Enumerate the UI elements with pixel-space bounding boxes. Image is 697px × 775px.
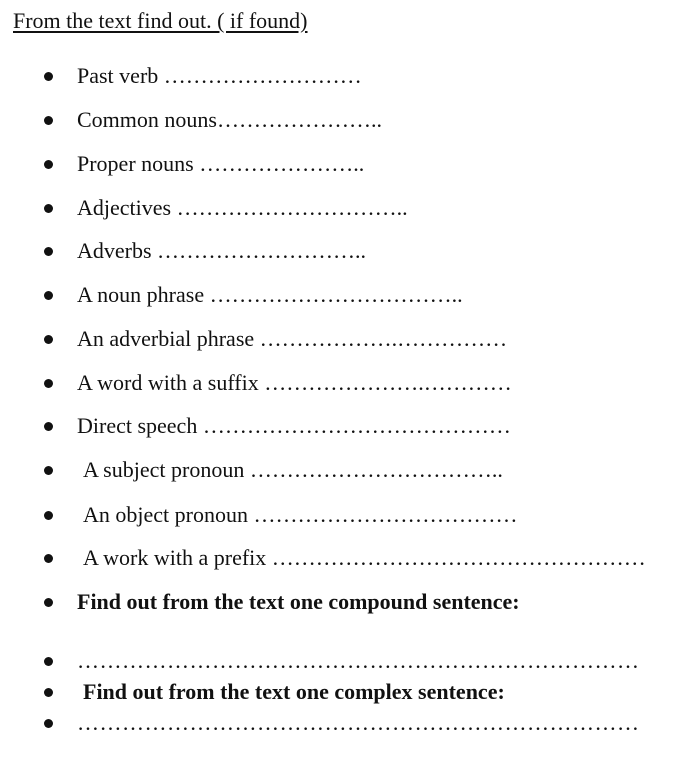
bullet-icon bbox=[44, 116, 53, 125]
list-item-label: An object pronoun ……………………………… bbox=[83, 502, 518, 527]
list-item-label: Direct speech …………………………………… bbox=[77, 413, 511, 438]
bullet-icon bbox=[44, 466, 53, 475]
list-item-label: Adverbs ……………………….. bbox=[77, 238, 367, 263]
answer-line: ………………………………………………………………… bbox=[77, 648, 640, 673]
bullet-icon bbox=[44, 657, 53, 666]
list-item-label: Find out from the text one compound sentence: bbox=[77, 589, 520, 614]
list-item-label: An adverbial phrase ……………….…………… bbox=[77, 326, 508, 351]
list-item-label: Past verb ……………………… bbox=[77, 63, 362, 88]
list-item-label: Common nouns………………….. bbox=[77, 107, 382, 132]
bullet-icon bbox=[44, 422, 53, 431]
bullet-icon bbox=[44, 719, 53, 728]
bullet-icon bbox=[44, 511, 53, 520]
bullet-icon bbox=[44, 554, 53, 563]
list-item-label: Proper nouns ………………….. bbox=[77, 151, 365, 176]
bullet-icon bbox=[44, 335, 53, 344]
bullet-icon bbox=[44, 688, 53, 697]
bullet-icon bbox=[44, 379, 53, 388]
list-item-label: A subject pronoun …………………………….. bbox=[83, 457, 503, 482]
list-item-label: A word with a suffix ………………….………… bbox=[77, 370, 512, 395]
bullet-icon bbox=[44, 598, 53, 607]
list-item-label: Adjectives ………………………….. bbox=[77, 195, 408, 220]
bullet-icon bbox=[44, 72, 53, 81]
answer-line: ………………………………………………………………… bbox=[77, 710, 640, 735]
list-item-label: A noun phrase …………………………….. bbox=[77, 282, 463, 307]
worksheet-heading: From the text find out. ( if found) bbox=[13, 8, 308, 33]
bullet-icon bbox=[44, 291, 53, 300]
bullet-icon bbox=[44, 247, 53, 256]
bullet-icon bbox=[44, 160, 53, 169]
list-item-label: A work with a prefix …………………………………………… bbox=[83, 545, 646, 570]
list-item-label: Find out from the text one complex sentence: bbox=[83, 679, 505, 704]
bullet-icon bbox=[44, 204, 53, 213]
